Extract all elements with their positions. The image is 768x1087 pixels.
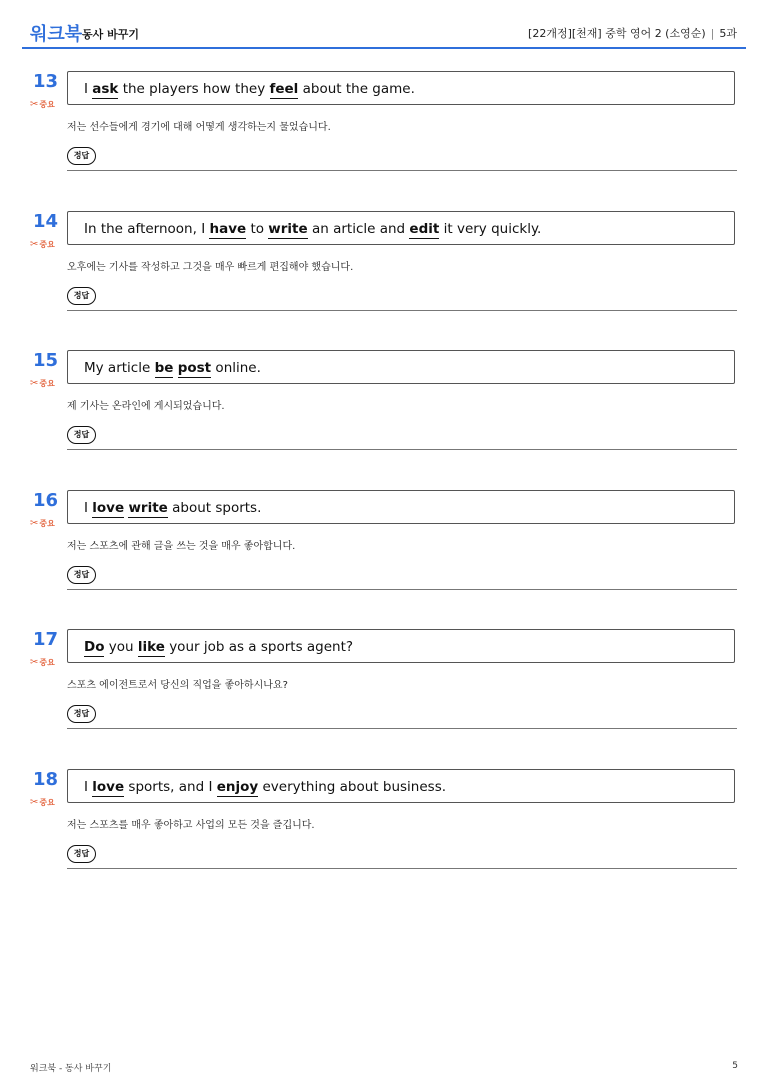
answer-button[interactable]: 정답 <box>67 705 96 723</box>
important-badge <box>30 378 55 389</box>
question-number: 18 <box>33 769 59 790</box>
book-info <box>528 25 737 41</box>
brand-title: 워크북 <box>30 24 83 45</box>
answer-line <box>67 170 737 171</box>
fox-icon: ✂ <box>30 239 39 250</box>
sentence-box <box>67 350 735 384</box>
fox-icon: ✂ <box>30 797 39 808</box>
important-badge <box>30 797 55 808</box>
korean-translation: 오후에는 기사를 작성하고 그것을 매우 빠르게 편집해야 했습니다. <box>67 262 354 273</box>
book-title: [22개정][천재] 중학 영어 2 (소영순) <box>528 27 706 40</box>
question-item <box>0 629 768 749</box>
sentence-text: I <box>84 81 93 97</box>
sentence-text: it very quickly. <box>439 221 542 237</box>
verb-word: feel <box>269 81 299 97</box>
korean-translation: 저는 스포츠를 매우 좋아하고 사업의 모든 것을 즐깁니다. <box>67 820 315 831</box>
sentence-text: My article <box>84 360 155 376</box>
question-number: 13 <box>33 71 59 92</box>
question-item <box>0 769 768 889</box>
sentence-text: everything about business. <box>258 779 447 795</box>
important-label: 중요 <box>39 100 55 109</box>
question-number: 15 <box>33 350 59 371</box>
worksheet-subtitle: 동사 바꾸기 <box>82 28 139 41</box>
sentence-text: sports, and I <box>124 779 217 795</box>
important-label: 중요 <box>39 379 55 388</box>
korean-translation: 스포츠 에이전트로서 당신의 직업을 좋아하시나요? <box>67 680 288 691</box>
header-rule <box>22 47 746 49</box>
page-number: 5 <box>732 1061 738 1071</box>
sentence-text: about sports. <box>167 500 262 516</box>
sentence-text: about the game. <box>298 81 415 97</box>
verb-word: write <box>128 500 168 516</box>
answer-button[interactable]: 정답 <box>67 845 96 863</box>
sentence-box <box>67 490 735 524</box>
answer-button[interactable]: 정답 <box>67 566 96 584</box>
answer-line <box>67 449 737 450</box>
answer-line <box>67 589 737 590</box>
sentence-text: online. <box>211 360 261 376</box>
important-badge <box>30 239 55 250</box>
sentence-text: I <box>84 500 93 516</box>
answer-line <box>67 868 737 869</box>
verb-word: ask <box>92 81 119 97</box>
answer-button[interactable]: 정답 <box>67 426 96 444</box>
question-number: 17 <box>33 629 59 650</box>
page-header <box>0 0 768 48</box>
verb-word: enjoy <box>216 779 259 795</box>
important-label: 중요 <box>39 240 55 249</box>
sentence-box <box>67 211 735 245</box>
fox-icon: ✂ <box>30 518 39 529</box>
korean-translation: 제 기사는 온라인에 게시되었습니다. <box>67 401 225 412</box>
fox-icon: ✂ <box>30 657 39 668</box>
verb-word: have <box>209 221 247 237</box>
question-item <box>0 71 768 191</box>
question-number: 14 <box>33 211 59 232</box>
verb-word: Do <box>84 639 105 655</box>
sentence-text: your job as a sports agent? <box>164 639 354 655</box>
question-item <box>0 350 768 470</box>
lesson-label: 5과 <box>719 27 737 40</box>
korean-translation: 저는 선수들에게 경기에 대해 어떻게 생각하는지 물었습니다. <box>67 122 331 133</box>
sentence-text: to <box>246 221 269 237</box>
verb-word: post <box>177 360 212 376</box>
important-badge <box>30 99 55 110</box>
question-item <box>0 490 768 610</box>
sentence-text: In the afternoon, I <box>84 221 210 237</box>
sentence-text: the players how they <box>118 81 270 97</box>
important-badge <box>30 657 55 668</box>
sentence-box <box>67 769 735 803</box>
answer-button[interactable]: 정답 <box>67 147 96 165</box>
sentence-text: an article and <box>307 221 410 237</box>
important-badge <box>30 518 55 529</box>
fox-icon: ✂ <box>30 378 39 389</box>
verb-word: love <box>92 779 125 795</box>
answer-line <box>67 728 737 729</box>
sentence-box <box>67 629 735 663</box>
answer-line <box>67 310 737 311</box>
important-label: 중요 <box>39 798 55 807</box>
footer-title: 워크북 - 동사 바꾸기 <box>30 1064 112 1074</box>
question-number: 16 <box>33 490 59 511</box>
korean-translation: 저는 스포츠에 관해 글을 쓰는 것을 매우 좋아합니다. <box>67 541 296 552</box>
verb-word: love <box>92 500 125 516</box>
header-separator: | <box>710 27 715 40</box>
important-label: 중요 <box>39 658 55 667</box>
verb-word: write <box>268 221 308 237</box>
sentence-text: I <box>84 779 93 795</box>
question-item <box>0 211 768 331</box>
sentence-text: you <box>104 639 138 655</box>
verb-word: edit <box>409 221 440 237</box>
important-label: 중요 <box>39 519 55 528</box>
sentence-box <box>67 71 735 105</box>
verb-word: like <box>137 639 165 655</box>
answer-button[interactable]: 정답 <box>67 287 96 305</box>
fox-icon: ✂ <box>30 99 39 110</box>
verb-word: be <box>154 360 174 376</box>
